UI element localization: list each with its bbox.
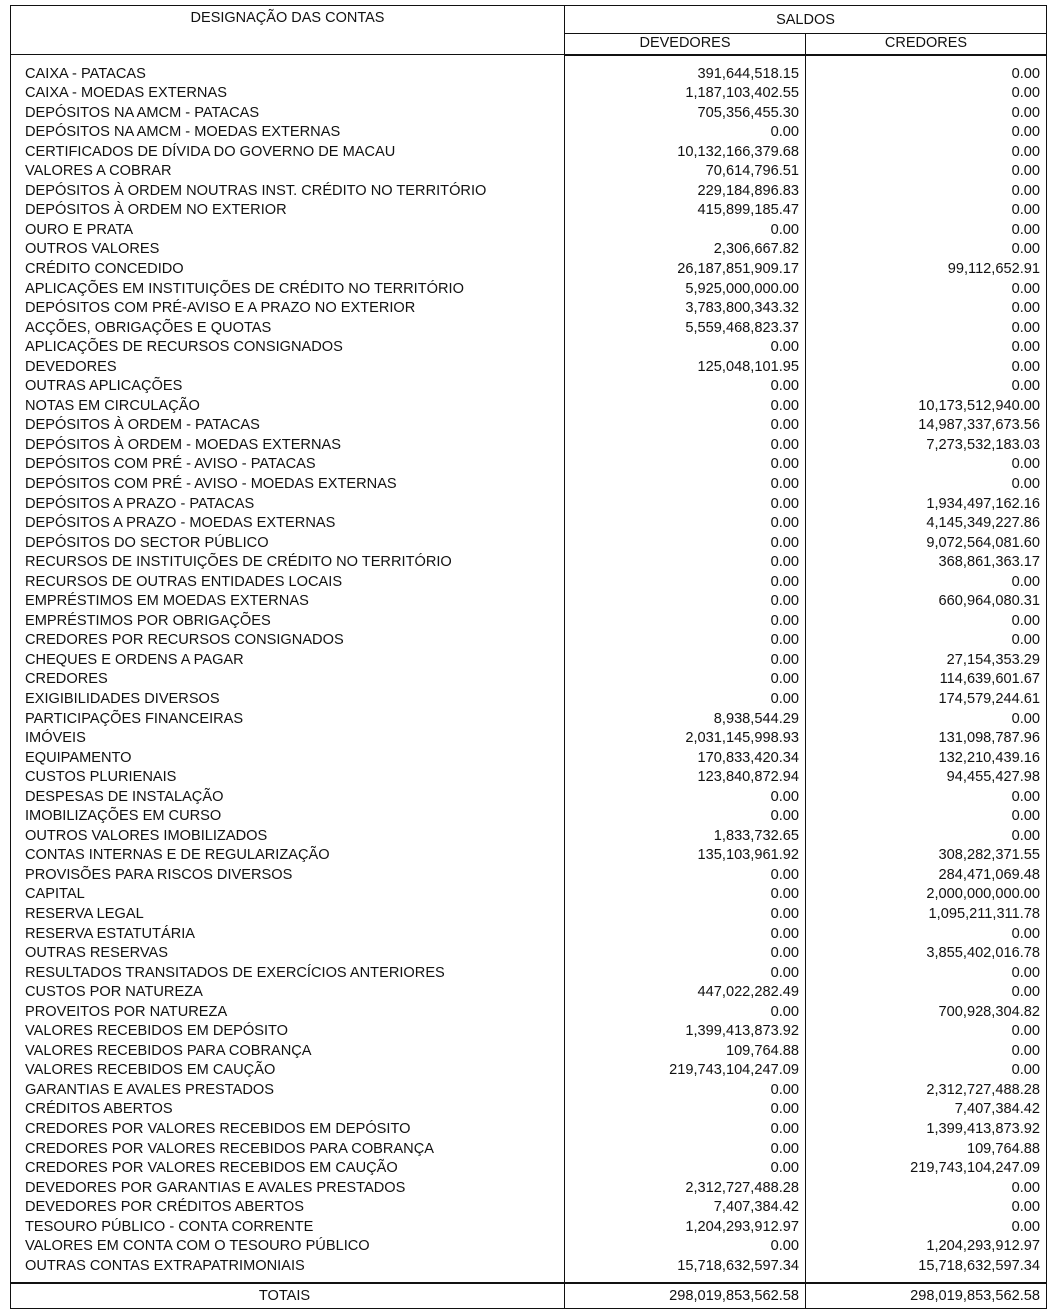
account-name: GARANTIAS E AVALES PRESTADOS bbox=[11, 1081, 565, 1101]
account-name: CONTAS INTERNAS E DE REGULARIZAÇÃO bbox=[11, 846, 565, 866]
debit-balance: 70,614,796.51 bbox=[565, 162, 806, 182]
debit-balance: 0.00 bbox=[565, 1100, 806, 1120]
credit-balance: 0.00 bbox=[806, 964, 1047, 984]
account-name: CAIXA - PATACAS bbox=[11, 65, 565, 85]
debit-balance: 219,743,104,247.09 bbox=[565, 1061, 806, 1081]
debit-balance: 15,718,632,597.34 bbox=[565, 1257, 806, 1284]
totals-debit: 298,019,853,562.58 bbox=[565, 1283, 806, 1309]
account-name: DEPÓSITOS COM PRÉ - AVISO - MOEDAS EXTERNAS bbox=[11, 475, 565, 495]
account-name: PROVISÕES PARA RISCOS DIVERSOS bbox=[11, 866, 565, 886]
account-name: OUTRAS APLICAÇÕES bbox=[11, 377, 565, 397]
credit-balance: 0.00 bbox=[806, 631, 1047, 651]
table-row bbox=[11, 631, 1047, 651]
account-name: DEVEDORES POR GARANTIAS E AVALES PRESTADOS bbox=[11, 1179, 565, 1199]
credit-balance: 15,718,632,597.34 bbox=[806, 1257, 1047, 1284]
table-row bbox=[11, 768, 1047, 788]
debit-balance: 10,132,166,379.68 bbox=[565, 143, 806, 163]
credit-balance: 0.00 bbox=[806, 240, 1047, 260]
table-row bbox=[11, 944, 1047, 964]
credit-balance: 0.00 bbox=[806, 1022, 1047, 1042]
totals-credit: 298,019,853,562.58 bbox=[806, 1283, 1047, 1309]
table-body bbox=[11, 55, 1047, 1284]
table-row bbox=[11, 495, 1047, 515]
account-name: CAIXA - MOEDAS EXTERNAS bbox=[11, 84, 565, 104]
table-row bbox=[11, 104, 1047, 124]
account-name: APLICAÇÕES DE RECURSOS CONSIGNADOS bbox=[11, 338, 565, 358]
credit-balance: 2,312,727,488.28 bbox=[806, 1081, 1047, 1101]
debit-balance: 1,399,413,873.92 bbox=[565, 1022, 806, 1042]
debit-balance: 391,644,518.15 bbox=[565, 65, 806, 85]
table-row bbox=[11, 123, 1047, 143]
account-name: DEVEDORES bbox=[11, 358, 565, 378]
table-row bbox=[11, 1003, 1047, 1023]
account-name: EMPRÉSTIMOS POR OBRIGAÇÕES bbox=[11, 612, 565, 632]
credit-balance: 109,764.88 bbox=[806, 1140, 1047, 1160]
credit-balance: 0.00 bbox=[806, 123, 1047, 143]
debit-balance: 0.00 bbox=[565, 495, 806, 515]
table-row bbox=[11, 260, 1047, 280]
credit-balance: 10,173,512,940.00 bbox=[806, 397, 1047, 417]
credit-balance: 7,407,384.42 bbox=[806, 1100, 1047, 1120]
debit-balance: 0.00 bbox=[565, 573, 806, 593]
debit-balance: 0.00 bbox=[565, 925, 806, 945]
credit-balance: 0.00 bbox=[806, 221, 1047, 241]
debit-balance: 0.00 bbox=[565, 1081, 806, 1101]
credit-balance: 27,154,353.29 bbox=[806, 651, 1047, 671]
header-debit: DEVEDORES bbox=[565, 34, 806, 55]
trial-balance-sheet bbox=[10, 5, 1046, 1309]
credit-balance: 3,855,402,016.78 bbox=[806, 944, 1047, 964]
credit-balance: 0.00 bbox=[806, 1061, 1047, 1081]
account-name: CAPITAL bbox=[11, 885, 565, 905]
table-row bbox=[11, 358, 1047, 378]
account-name: RECURSOS DE INSTITUIÇÕES DE CRÉDITO NO TERRITÓRIO bbox=[11, 553, 565, 573]
table-row bbox=[11, 280, 1047, 300]
credit-balance: 0.00 bbox=[806, 1198, 1047, 1218]
account-name: IMÓVEIS bbox=[11, 729, 565, 749]
debit-balance: 0.00 bbox=[565, 866, 806, 886]
table-row bbox=[11, 1198, 1047, 1218]
credit-balance: 0.00 bbox=[806, 377, 1047, 397]
account-name: CUSTOS POR NATUREZA bbox=[11, 983, 565, 1003]
account-name: EXIGIBILIDADES DIVERSOS bbox=[11, 690, 565, 710]
table-row bbox=[11, 729, 1047, 749]
debit-balance: 0.00 bbox=[565, 1003, 806, 1023]
account-name: DEPÓSITOS À ORDEM - PATACAS bbox=[11, 416, 565, 436]
debit-balance: 135,103,961.92 bbox=[565, 846, 806, 866]
debit-balance: 26,187,851,909.17 bbox=[565, 260, 806, 280]
credit-balance: 114,639,601.67 bbox=[806, 670, 1047, 690]
credit-balance: 1,095,211,311.78 bbox=[806, 905, 1047, 925]
credit-balance: 284,471,069.48 bbox=[806, 866, 1047, 886]
account-name: ACÇÕES, OBRIGAÇÕES E QUOTAS bbox=[11, 319, 565, 339]
account-name: RESERVA ESTATUTÁRIA bbox=[11, 925, 565, 945]
credit-balance: 0.00 bbox=[806, 104, 1047, 124]
table-row bbox=[11, 65, 1047, 85]
table-row bbox=[11, 807, 1047, 827]
account-name: CREDORES POR VALORES RECEBIDOS EM CAUÇÃO bbox=[11, 1159, 565, 1179]
credit-balance: 14,987,337,673.56 bbox=[806, 416, 1047, 436]
debit-balance: 447,022,282.49 bbox=[565, 983, 806, 1003]
table-row bbox=[11, 1081, 1047, 1101]
debit-balance: 3,783,800,343.32 bbox=[565, 299, 806, 319]
table-row bbox=[11, 983, 1047, 1003]
account-name: DEPÓSITOS NA AMCM - MOEDAS EXTERNAS bbox=[11, 123, 565, 143]
table-row bbox=[11, 1159, 1047, 1179]
debit-balance: 0.00 bbox=[565, 455, 806, 475]
table-row bbox=[11, 534, 1047, 554]
credit-balance: 660,964,080.31 bbox=[806, 592, 1047, 612]
table-row bbox=[11, 1140, 1047, 1160]
header-credit: CREDORES bbox=[806, 34, 1047, 55]
table-row bbox=[11, 299, 1047, 319]
header-balances: SALDOS bbox=[565, 6, 1047, 34]
debit-balance: 1,187,103,402.55 bbox=[565, 84, 806, 104]
table-row bbox=[11, 690, 1047, 710]
table-row bbox=[11, 749, 1047, 769]
account-name: DEVEDORES POR CRÉDITOS ABERTOS bbox=[11, 1198, 565, 1218]
credit-balance: 4,145,349,227.86 bbox=[806, 514, 1047, 534]
account-name: OUTROS VALORES IMOBILIZADOS bbox=[11, 827, 565, 847]
debit-balance: 0.00 bbox=[565, 670, 806, 690]
account-name: DEPÓSITOS A PRAZO - PATACAS bbox=[11, 495, 565, 515]
account-name: CUSTOS PLURIENAIS bbox=[11, 768, 565, 788]
table-row bbox=[11, 1100, 1047, 1120]
credit-balance: 0.00 bbox=[806, 280, 1047, 300]
account-name: CRÉDITOS ABERTOS bbox=[11, 1100, 565, 1120]
credit-balance: 1,399,413,873.92 bbox=[806, 1120, 1047, 1140]
table-row bbox=[11, 846, 1047, 866]
credit-balance: 0.00 bbox=[806, 65, 1047, 85]
account-name: DEPÓSITOS NA AMCM - PATACAS bbox=[11, 104, 565, 124]
table-row bbox=[11, 710, 1047, 730]
credit-balance: 0.00 bbox=[806, 299, 1047, 319]
table-row bbox=[11, 162, 1047, 182]
table-row bbox=[11, 182, 1047, 202]
totals-label: TOTAIS bbox=[11, 1283, 565, 1309]
credit-balance: 99,112,652.91 bbox=[806, 260, 1047, 280]
table-row bbox=[11, 1061, 1047, 1081]
account-name: DEPÓSITOS DO SECTOR PÚBLICO bbox=[11, 534, 565, 554]
debit-balance: 1,204,293,912.97 bbox=[565, 1218, 806, 1238]
account-name: RECURSOS DE OUTRAS ENTIDADES LOCAIS bbox=[11, 573, 565, 593]
table-row bbox=[11, 788, 1047, 808]
credit-balance: 132,210,439.16 bbox=[806, 749, 1047, 769]
account-name: IMOBILIZAÇÕES EM CURSO bbox=[11, 807, 565, 827]
table-row bbox=[11, 925, 1047, 945]
credit-balance: 0.00 bbox=[806, 1179, 1047, 1199]
credit-balance: 94,455,427.98 bbox=[806, 768, 1047, 788]
credit-balance: 0.00 bbox=[806, 1042, 1047, 1062]
debit-balance: 0.00 bbox=[565, 221, 806, 241]
table-row bbox=[11, 885, 1047, 905]
account-name: EMPRÉSTIMOS EM MOEDAS EXTERNAS bbox=[11, 592, 565, 612]
table-row bbox=[11, 827, 1047, 847]
debit-balance: 0.00 bbox=[565, 123, 806, 143]
debit-balance: 229,184,896.83 bbox=[565, 182, 806, 202]
debit-balance: 705,356,455.30 bbox=[565, 104, 806, 124]
account-name: TESOURO PÚBLICO - CONTA CORRENTE bbox=[11, 1218, 565, 1238]
table-row bbox=[11, 397, 1047, 417]
table-row bbox=[11, 455, 1047, 475]
account-name: VALORES EM CONTA COM O TESOURO PÚBLICO bbox=[11, 1237, 565, 1257]
table-row bbox=[11, 514, 1047, 534]
credit-balance: 0.00 bbox=[806, 455, 1047, 475]
account-name: DEPÓSITOS COM PRÉ-AVISO E A PRAZO NO EXTERIOR bbox=[11, 299, 565, 319]
spacer-row bbox=[11, 55, 1047, 65]
debit-balance: 0.00 bbox=[565, 416, 806, 436]
account-name: EQUIPAMENTO bbox=[11, 749, 565, 769]
debit-balance: 415,899,185.47 bbox=[565, 201, 806, 221]
debit-balance: 0.00 bbox=[565, 514, 806, 534]
table-row bbox=[11, 612, 1047, 632]
debit-balance: 109,764.88 bbox=[565, 1042, 806, 1062]
account-name: DEPÓSITOS À ORDEM - MOEDAS EXTERNAS bbox=[11, 436, 565, 456]
table-row bbox=[11, 475, 1047, 495]
account-name: VALORES RECEBIDOS PARA COBRANÇA bbox=[11, 1042, 565, 1062]
credit-balance: 0.00 bbox=[806, 788, 1047, 808]
credit-balance: 0.00 bbox=[806, 84, 1047, 104]
debit-balance: 0.00 bbox=[565, 377, 806, 397]
debit-balance: 0.00 bbox=[565, 807, 806, 827]
account-name: DEPÓSITOS COM PRÉ - AVISO - PATACAS bbox=[11, 455, 565, 475]
table-row bbox=[11, 1237, 1047, 1257]
account-name: OURO E PRATA bbox=[11, 221, 565, 241]
debit-balance: 0.00 bbox=[565, 1120, 806, 1140]
debit-balance: 0.00 bbox=[565, 631, 806, 651]
debit-balance: 0.00 bbox=[565, 534, 806, 554]
account-name: OUTRAS RESERVAS bbox=[11, 944, 565, 964]
debit-balance: 0.00 bbox=[565, 690, 806, 710]
debit-balance: 0.00 bbox=[565, 1140, 806, 1160]
debit-balance: 0.00 bbox=[565, 651, 806, 671]
account-name: CREDORES POR RECURSOS CONSIGNADOS bbox=[11, 631, 565, 651]
debit-balance: 0.00 bbox=[565, 592, 806, 612]
credit-balance: 368,861,363.17 bbox=[806, 553, 1047, 573]
header-account-designation: DESIGNAÇÃO DAS CONTAS bbox=[11, 6, 565, 55]
trial-balance-table bbox=[10, 5, 1047, 1309]
table-row bbox=[11, 1022, 1047, 1042]
credit-balance: 7,273,532,183.03 bbox=[806, 436, 1047, 456]
account-name: VALORES RECEBIDOS EM DEPÓSITO bbox=[11, 1022, 565, 1042]
credit-balance: 0.00 bbox=[806, 162, 1047, 182]
credit-balance: 1,204,293,912.97 bbox=[806, 1237, 1047, 1257]
debit-balance: 0.00 bbox=[565, 397, 806, 417]
debit-balance: 0.00 bbox=[565, 338, 806, 358]
credit-balance: 131,098,787.96 bbox=[806, 729, 1047, 749]
credit-balance: 0.00 bbox=[806, 827, 1047, 847]
credit-balance: 0.00 bbox=[806, 338, 1047, 358]
account-name: DEPÓSITOS À ORDEM NO EXTERIOR bbox=[11, 201, 565, 221]
credit-balance: 0.00 bbox=[806, 1218, 1047, 1238]
table-row bbox=[11, 377, 1047, 397]
debit-balance: 0.00 bbox=[565, 1159, 806, 1179]
account-name: CERTIFICADOS DE DÍVIDA DO GOVERNO DE MACAU bbox=[11, 143, 565, 163]
credit-balance: 0.00 bbox=[806, 475, 1047, 495]
credit-balance: 0.00 bbox=[806, 710, 1047, 730]
account-name: CRÉDITO CONCEDIDO bbox=[11, 260, 565, 280]
table-row bbox=[11, 416, 1047, 436]
account-name: RESERVA LEGAL bbox=[11, 905, 565, 925]
debit-balance: 0.00 bbox=[565, 612, 806, 632]
credit-balance: 0.00 bbox=[806, 983, 1047, 1003]
credit-balance: 0.00 bbox=[806, 573, 1047, 593]
table-row bbox=[11, 338, 1047, 358]
debit-balance: 0.00 bbox=[565, 475, 806, 495]
account-name: PROVEITOS POR NATUREZA bbox=[11, 1003, 565, 1023]
debit-balance: 7,407,384.42 bbox=[565, 1198, 806, 1218]
table-row bbox=[11, 553, 1047, 573]
table-row bbox=[11, 964, 1047, 984]
credit-balance: 0.00 bbox=[806, 925, 1047, 945]
debit-balance: 2,306,667.82 bbox=[565, 240, 806, 260]
credit-balance: 1,934,497,162.16 bbox=[806, 495, 1047, 515]
table-row bbox=[11, 1218, 1047, 1238]
table-row bbox=[11, 436, 1047, 456]
table-row bbox=[11, 1120, 1047, 1140]
account-name: PARTICIPAÇÕES FINANCEIRAS bbox=[11, 710, 565, 730]
credit-balance: 2,000,000,000.00 bbox=[806, 885, 1047, 905]
credit-balance: 0.00 bbox=[806, 143, 1047, 163]
table-row bbox=[11, 84, 1047, 104]
account-name: DESPESAS DE INSTALAÇÃO bbox=[11, 788, 565, 808]
credit-balance: 0.00 bbox=[806, 358, 1047, 378]
account-name: OUTRAS CONTAS EXTRAPATRIMONIAIS bbox=[11, 1257, 565, 1284]
table-row bbox=[11, 1179, 1047, 1199]
account-name: DEPÓSITOS À ORDEM NOUTRAS INST. CRÉDITO NO TERRITÓRIO bbox=[11, 182, 565, 202]
account-name: RESULTADOS TRANSITADOS DE EXERCÍCIOS ANTERIORES bbox=[11, 964, 565, 984]
credit-balance: 308,282,371.55 bbox=[806, 846, 1047, 866]
debit-balance: 125,048,101.95 bbox=[565, 358, 806, 378]
credit-balance: 219,743,104,247.09 bbox=[806, 1159, 1047, 1179]
credit-balance: 700,928,304.82 bbox=[806, 1003, 1047, 1023]
credit-balance: 0.00 bbox=[806, 319, 1047, 339]
table-row bbox=[11, 592, 1047, 612]
table-row bbox=[11, 240, 1047, 260]
table-row bbox=[11, 651, 1047, 671]
debit-balance: 0.00 bbox=[565, 885, 806, 905]
credit-balance: 9,072,564,081.60 bbox=[806, 534, 1047, 554]
debit-balance: 5,925,000,000.00 bbox=[565, 280, 806, 300]
account-name: CHEQUES E ORDENS A PAGAR bbox=[11, 651, 565, 671]
totals-row bbox=[11, 1283, 1047, 1309]
table-row bbox=[11, 905, 1047, 925]
debit-balance: 170,833,420.34 bbox=[565, 749, 806, 769]
debit-balance: 2,031,145,998.93 bbox=[565, 729, 806, 749]
table-row bbox=[11, 866, 1047, 886]
debit-balance: 0.00 bbox=[565, 944, 806, 964]
table-row bbox=[11, 143, 1047, 163]
account-name: OUTROS VALORES bbox=[11, 240, 565, 260]
table-row bbox=[11, 573, 1047, 593]
account-name: CREDORES POR VALORES RECEBIDOS EM DEPÓSITO bbox=[11, 1120, 565, 1140]
debit-balance: 1,833,732.65 bbox=[565, 827, 806, 847]
account-name: NOTAS EM CIRCULAÇÃO bbox=[11, 397, 565, 417]
debit-balance: 8,938,544.29 bbox=[565, 710, 806, 730]
debit-balance: 2,312,727,488.28 bbox=[565, 1179, 806, 1199]
credit-balance: 174,579,244.61 bbox=[806, 690, 1047, 710]
credit-balance: 0.00 bbox=[806, 807, 1047, 827]
account-name: VALORES A COBRAR bbox=[11, 162, 565, 182]
account-name: DEPÓSITOS A PRAZO - MOEDAS EXTERNAS bbox=[11, 514, 565, 534]
table-header bbox=[11, 6, 1047, 55]
table-row bbox=[11, 1042, 1047, 1062]
account-name: VALORES RECEBIDOS EM CAUÇÃO bbox=[11, 1061, 565, 1081]
credit-balance: 0.00 bbox=[806, 201, 1047, 221]
account-name: CREDORES bbox=[11, 670, 565, 690]
table-row bbox=[11, 221, 1047, 241]
table-row bbox=[11, 201, 1047, 221]
credit-balance: 0.00 bbox=[806, 612, 1047, 632]
table-row bbox=[11, 319, 1047, 339]
table-row bbox=[11, 1257, 1047, 1284]
account-name: CREDORES POR VALORES RECEBIDOS PARA COBRANÇA bbox=[11, 1140, 565, 1160]
account-name: APLICAÇÕES EM INSTITUIÇÕES DE CRÉDITO NO TERRITÓRIO bbox=[11, 280, 565, 300]
debit-balance: 0.00 bbox=[565, 1237, 806, 1257]
debit-balance: 0.00 bbox=[565, 788, 806, 808]
debit-balance: 123,840,872.94 bbox=[565, 768, 806, 788]
table-row bbox=[11, 670, 1047, 690]
credit-balance: 0.00 bbox=[806, 182, 1047, 202]
debit-balance: 0.00 bbox=[565, 964, 806, 984]
debit-balance: 0.00 bbox=[565, 436, 806, 456]
debit-balance: 0.00 bbox=[565, 905, 806, 925]
debit-balance: 5,559,468,823.37 bbox=[565, 319, 806, 339]
debit-balance: 0.00 bbox=[565, 553, 806, 573]
